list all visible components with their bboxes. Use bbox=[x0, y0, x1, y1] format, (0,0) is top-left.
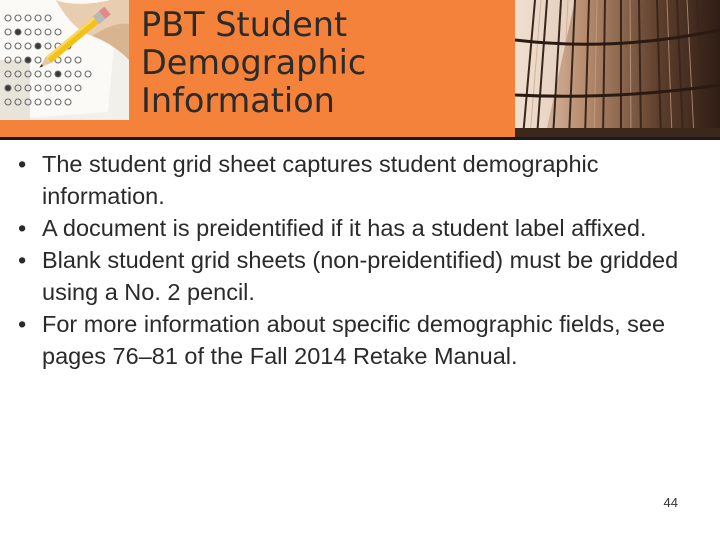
bullet-item: • Blank student grid sheets (non-preidentified) must be gridded using a No. 2 pencil. bbox=[18, 244, 698, 308]
bullet-item: • A document is preidentified if it has a student label affixed. bbox=[18, 212, 698, 244]
bookshelves-graphic bbox=[515, 0, 720, 137]
bullet-item: • The student grid sheet captures student demographic information. bbox=[18, 148, 698, 212]
answer-sheet-with-pencil-image bbox=[0, 0, 129, 120]
bullet-list bbox=[18, 148, 698, 372]
slide-title bbox=[141, 6, 511, 120]
slide-title-line-3: Information bbox=[141, 81, 335, 120]
page-number: 44 bbox=[663, 495, 678, 510]
header-divider bbox=[0, 137, 720, 140]
slide-title-line-1: PBT Student bbox=[141, 5, 348, 44]
library-bookshelves-image bbox=[515, 0, 720, 137]
slide-title-line-2: Demographic bbox=[141, 43, 367, 82]
bullet-item: • For more information about specific demographic fields, see pages 76–81 of the Fall 2014 Retake Manual. bbox=[18, 308, 698, 372]
answer-sheet-graphic bbox=[0, 0, 129, 120]
